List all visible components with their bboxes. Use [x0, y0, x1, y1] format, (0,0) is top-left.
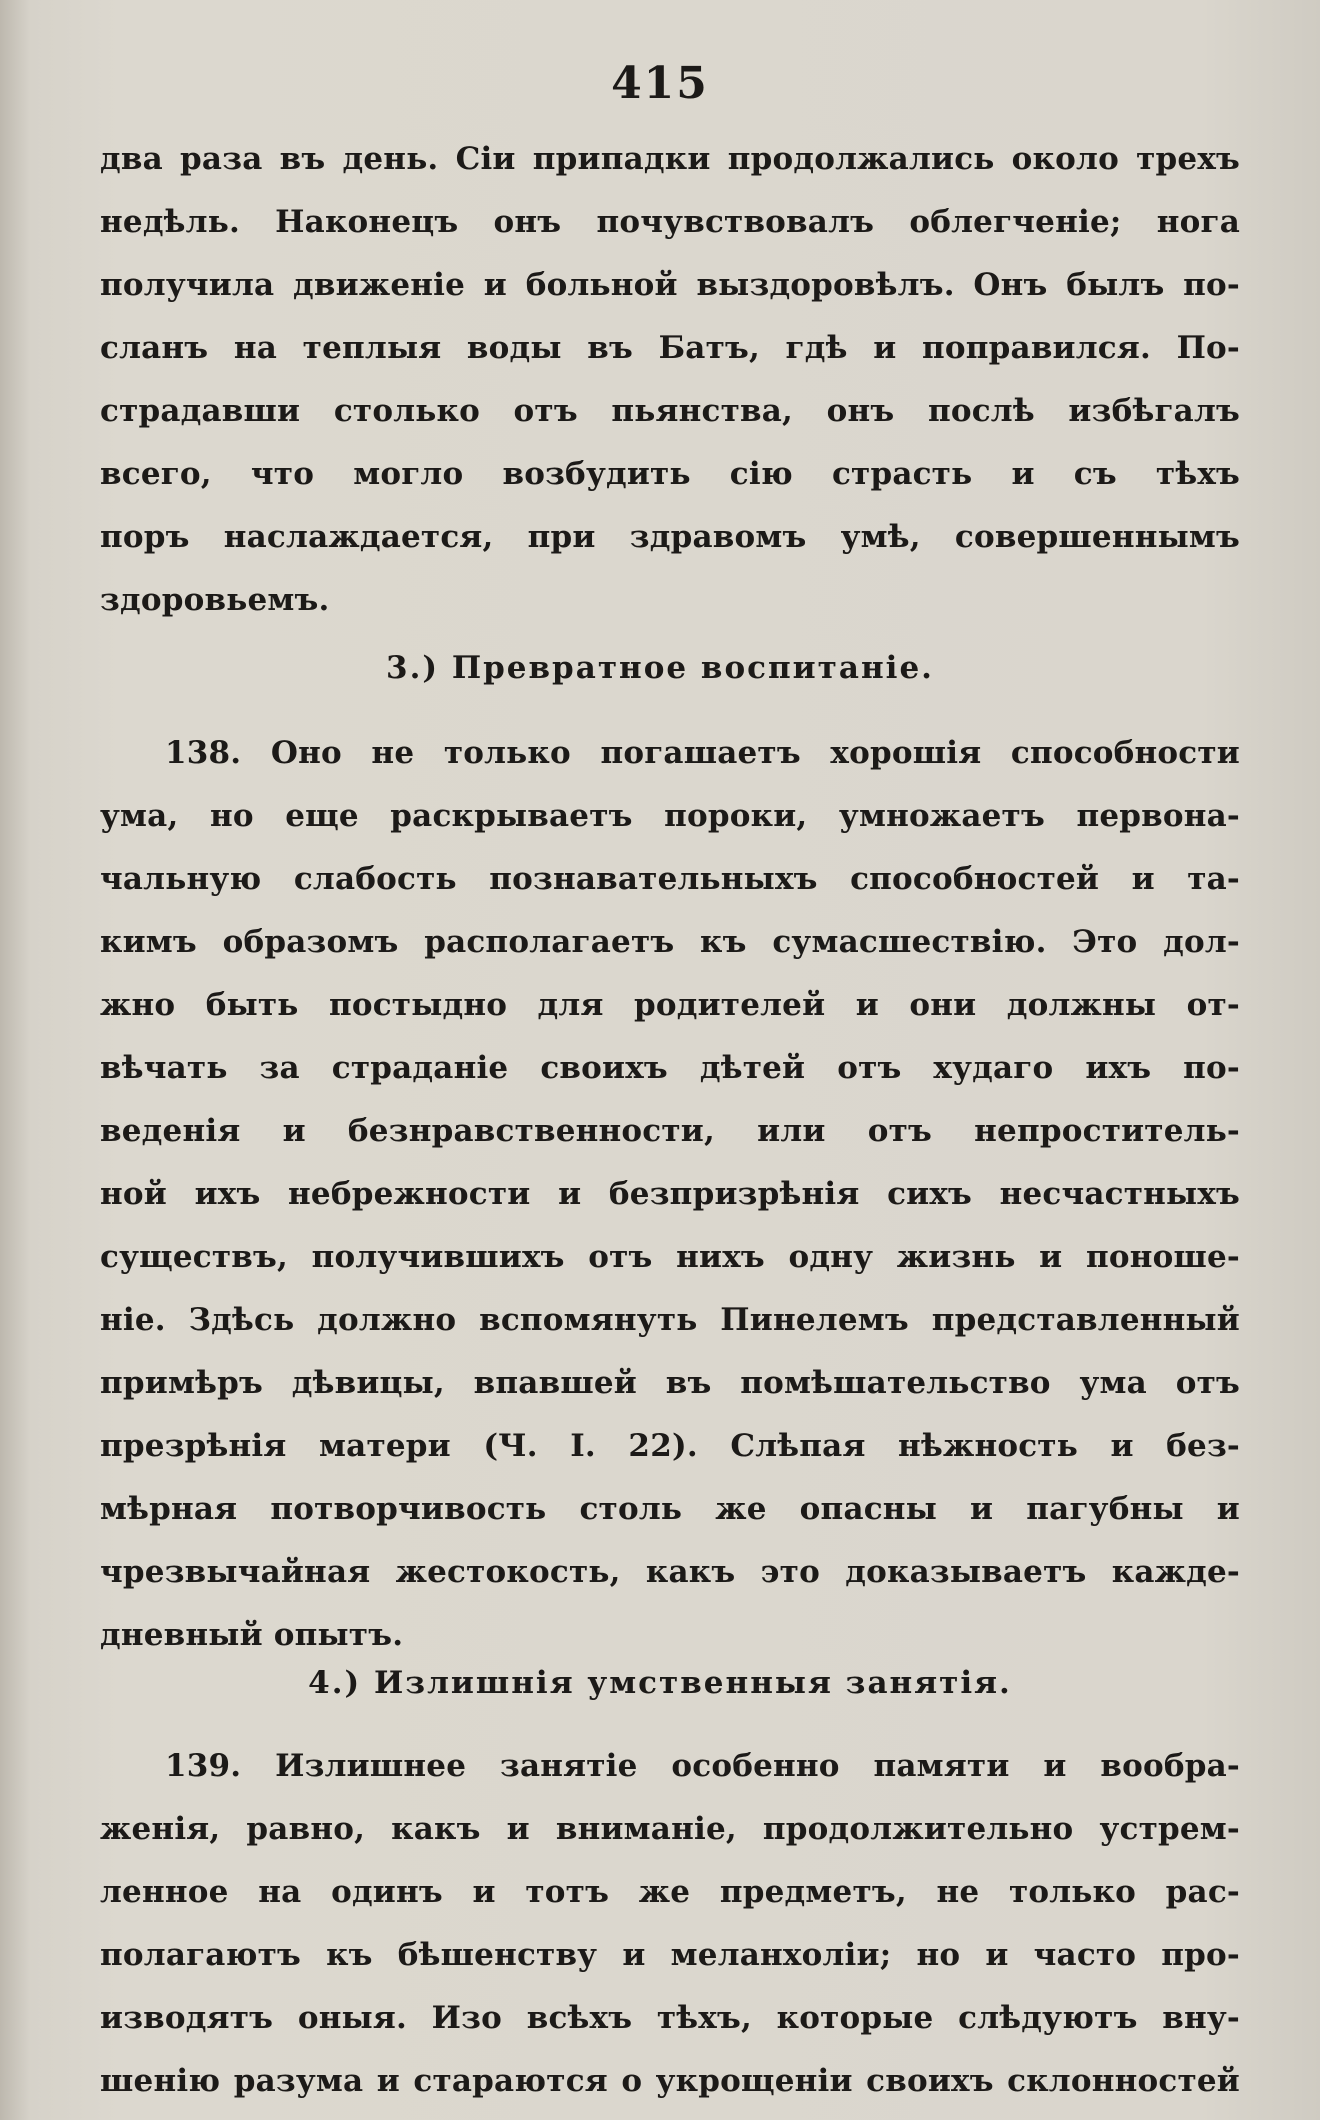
- text-line: чальную слабость познавательныхъ способностей и та-: [100, 861, 1240, 897]
- text-line: мѣрная потворчивость столь же опасны и пагубны и: [100, 1491, 1240, 1527]
- paragraph-139: [100, 1735, 1240, 2113]
- section-heading-3: 3.) Превратное воспитаніе.: [386, 650, 934, 686]
- paragraph-intro: [100, 128, 1240, 632]
- text-line: презрѣнія матери (Ч. I. 22). Слѣпая нѣжность и без-: [100, 1428, 1240, 1464]
- text-line: примѣръ дѣвицы, впавшей въ помѣшательство ума отъ: [100, 1365, 1240, 1401]
- text-line: получила движеніе и больной выздоровѣлъ. Онъ былъ по-: [100, 267, 1240, 303]
- text-line: поръ наслаждается, при здравомъ умѣ, совершеннымъ: [100, 519, 1240, 555]
- page-number: 415: [611, 58, 709, 109]
- text-line: ніе. Здѣсь должно вспомянуть Пинелемъ представленный: [100, 1302, 1240, 1338]
- text-line: недѣль. Наконецъ онъ почувствовалъ облегченіе; нога: [100, 204, 1240, 240]
- text-line: веденія и безнравственности, или отъ непроститель-: [100, 1113, 1240, 1149]
- section-heading-4: 4.) Излишнія умственныя занятія.: [308, 1665, 1012, 1701]
- text-line: ной ихъ небрежности и безпризрѣнія сихъ несчастныхъ: [100, 1176, 1240, 1212]
- text-line: ума, но еще раскрываетъ пороки, умножаетъ первона-: [100, 798, 1240, 834]
- text-line: сланъ на теплыя воды въ Батъ, гдѣ и поправился. По-: [100, 330, 1240, 366]
- text-line: полагаютъ къ бѣшенству и меланхоліи; но и часто про-: [100, 1937, 1240, 1973]
- paragraph-138: [100, 722, 1240, 1667]
- text-line: 138. Оно не только погашаетъ хорошія способности: [165, 735, 1240, 771]
- text-line: страдавши столько отъ пьянства, онъ послѣ избѣгалъ: [100, 393, 1240, 429]
- text-line: ленное на одинъ и тотъ же предметъ, не только рас-: [100, 1874, 1240, 1910]
- text-line: всего, что могло возбудить сію страсть и съ тѣхъ: [100, 456, 1240, 492]
- text-line: два раза въ день. Сіи припадки продолжались около трехъ: [100, 141, 1240, 177]
- text-line: вѣчать за страданіе своихъ дѣтей отъ худаго ихъ по-: [100, 1050, 1240, 1086]
- text-line: женія, равно, какъ и вниманіе, продолжительно устрем-: [100, 1811, 1240, 1847]
- text-line: кимъ образомъ располагаетъ къ сумасшествію. Это дол-: [100, 924, 1240, 960]
- text-line: 139. Излишнее занятіе особенно памяти и вообра-: [165, 1748, 1240, 1784]
- text-line: жно быть постыдно для родителей и они должны от-: [100, 987, 1240, 1023]
- text-line: изводятъ оныя. Изо всѣхъ тѣхъ, которые слѣдуютъ вну-: [100, 2000, 1240, 2036]
- text-line: существъ, получившихъ отъ нихъ одну жизнь и поноше-: [100, 1239, 1240, 1275]
- text-line: шенію разума и стараются о укрощеніи своихъ склонностей: [100, 2063, 1240, 2099]
- text-line: чрезвычайная жестокость, какъ это доказываетъ кажде-: [100, 1554, 1240, 1590]
- text-line: дневный опытъ.: [100, 1617, 404, 1653]
- text-line: здоровьемъ.: [100, 582, 330, 618]
